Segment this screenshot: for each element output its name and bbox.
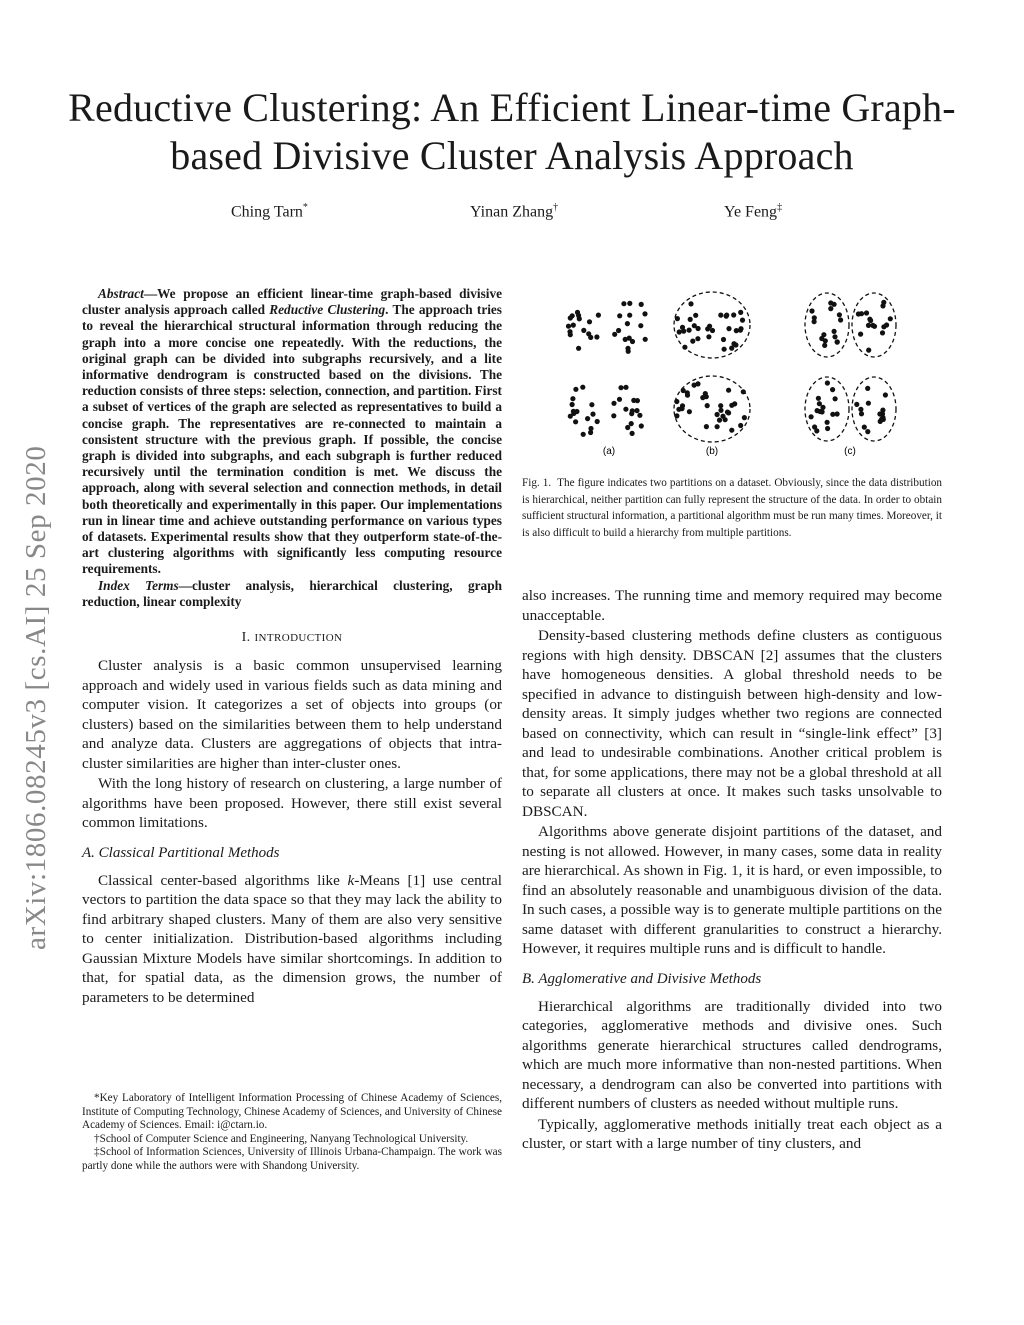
data-point: [631, 398, 636, 403]
data-point: [822, 343, 827, 348]
data-point: [722, 347, 727, 352]
data-point: [570, 396, 575, 401]
data-point: [630, 431, 635, 436]
body-paragraph: Algorithms above generate disjoint partitions of the dataset, and nesting is not allowed. However, in many cases, some data in reality are hierarchical. As shown in Fig. 1, it is hard, or even impossible, to find an absolutely reasonable and unambiguous division of the data. In such cases, a possible way is to generate multiple partitions on the same dataset with different granularities to construct a hierarchy. However, it requires multiple runs and is difficult to handle.: [522, 823, 942, 957]
data-point: [695, 336, 700, 341]
data-point: [623, 385, 628, 390]
data-point: [832, 334, 837, 339]
data-point: [742, 415, 747, 420]
data-point: [724, 313, 729, 318]
data-point: [679, 406, 684, 411]
data-point: [642, 311, 647, 316]
data-point: [718, 403, 723, 408]
data-point: [692, 383, 697, 388]
data-point: [693, 313, 698, 318]
data-point: [612, 332, 617, 337]
data-point: [573, 387, 578, 392]
cluster-outline-c-3: [805, 377, 849, 441]
data-point: [832, 302, 837, 307]
data-point: [723, 417, 728, 422]
author-mark: *: [302, 202, 308, 213]
footnote-affiliation-3: ‡School of Information Sciences, University of Illinois Urbana-Champaign. The work was partly done while the authors were with Shandong University.: [82, 1146, 502, 1172]
data-point: [859, 411, 864, 416]
intro-paragraph: With the long history of research on clustering, a large number of algorithms have been proposed. However, there still exist several common limitations.: [82, 775, 502, 832]
subsection-heading-a: A. Classical Partitional Methods: [82, 844, 280, 861]
data-point: [639, 423, 644, 428]
data-point: [837, 312, 842, 317]
intro-paragraph: Cluster analysis is a basic common unsupervised learning approach and widely used in various fields such as data mining and computer vision. It categorizes a set of objects into groups (or clusters) based on the similarities between them to help understand and analyze data. Clusters are aggregations of objects that intra-cluster similarities are higher than inter-cluster ones.: [82, 657, 502, 772]
data-point: [681, 329, 686, 334]
data-point: [587, 319, 592, 324]
data-point: [617, 313, 622, 318]
data-point: [588, 335, 593, 340]
data-point: [627, 301, 632, 306]
subsection-a-paragraph: [82, 871, 502, 1008]
panel-label-a: (a): [602, 446, 616, 457]
abstract-label: Abstract: [98, 286, 144, 301]
footnote-affiliation-2: †School of Computer Science and Engineering, Nanyang Technological University.: [94, 1132, 469, 1145]
author-name: Ching Tarn: [231, 203, 303, 221]
body-paragraph: Hierarchical algorithms are traditionally divided into two categories, agglomerative methods and divisive ones. Such algorithms generate hierarchical structures called dendrograms, which are much more informative than non-nested partitions. When necessary, a dendrogram can also be converted into partitions with different numbers of clusters as needed without multiple runs.: [522, 997, 942, 1112]
data-point: [825, 420, 830, 425]
data-point: [568, 315, 573, 320]
data-point: [623, 407, 628, 412]
data-point: [568, 414, 573, 419]
data-point: [618, 385, 623, 390]
data-point: [688, 301, 693, 306]
data-point: [576, 346, 581, 351]
data-point: [594, 334, 599, 339]
data-point: [888, 316, 893, 321]
data-point: [740, 318, 745, 323]
data-point: [872, 324, 877, 329]
data-point: [858, 407, 863, 412]
data-point: [814, 428, 819, 433]
data-point: [866, 401, 871, 406]
figure-caption: [522, 475, 942, 541]
cluster-outline-c-1: [805, 293, 849, 357]
para-text: -Means [1] use central vectors to partition the data space so that they may lack the ability to find arbitrary shaped clusters. Many of them are also very sensitive to center initialization. Distribution-based algorithms including Gaussian Mixture Models have similar shortcomings. In addition to that, for spatial data, as the dimension grows, the number of parameters to be determined: [82, 871, 502, 1006]
figure-caption-label: Fig. 1.: [522, 477, 552, 489]
data-point: [626, 349, 631, 354]
data-point: [715, 412, 720, 417]
data-point: [585, 416, 590, 421]
data-point: [858, 332, 863, 337]
author-2: [470, 202, 558, 221]
section-numeral: I.: [241, 630, 251, 646]
index-terms-label: Index Terms: [98, 577, 179, 593]
abstract-text-2: . The approach tries to reveal the hierarchical structural information through reducing the graph into a more concise one repeatedly. With the reductions, the original graph can be divided into subgraphs recursively, and a lite informative dendrogram is constructed based on the divisions. The reduction consists of three steps: selection, connection, and partition. First a subset of vertices of the graph are selected as representatives to build a concise graph. The representatives are re-connected to maintain a consistent structure with the previous graph. If possible, the concise graph is divided into subgraphs, and each subgraph is further reduced recursively until the termination condition is met. We discuss the approach, along with several selection and connection methods, in detail both theoretically and experimentally in this paper. Our implementations run in linear time and achieve outstanding performance on various types of datasets. Experimental results show that they outperform state-of-the-art clustering algorithms with significantly less computing resource requirements.: [82, 302, 502, 577]
data-point: [581, 432, 586, 437]
data-point: [703, 391, 708, 396]
data-point: [611, 413, 616, 418]
author-mark: ‡: [777, 202, 783, 213]
data-point: [819, 336, 824, 341]
author-name: Ye Feng: [724, 203, 778, 221]
data-point: [688, 317, 693, 322]
panel-label-b: (b): [705, 446, 719, 457]
index-terms: [82, 578, 502, 610]
data-points: [566, 300, 893, 437]
data-point: [687, 409, 692, 414]
data-point: [864, 310, 869, 315]
author-3: [724, 202, 782, 221]
data-point: [573, 419, 578, 424]
para-text: Classical center-based algorithms like: [98, 871, 348, 889]
data-point: [734, 328, 739, 333]
data-point: [809, 308, 814, 313]
data-point: [832, 329, 837, 334]
data-point: [588, 426, 593, 431]
data-point: [575, 310, 580, 315]
data-point: [623, 337, 628, 342]
cluster-outline-b-bottom: [674, 376, 750, 442]
data-point: [710, 328, 715, 333]
footnote-affiliation-1: *Key Laboratory of Intelligent Information Processing of Chinese Academy of Sciences, Institute of Computing Technology, Chinese Academy of Sciences, and University of Chinese Academy of Sciences. Email: i@ctarn.io.: [82, 1092, 502, 1132]
data-point: [729, 428, 734, 433]
data-point: [617, 397, 622, 402]
index-terms-text: cluster analysis, hierarchical clustering, graph reduction, linear complexity: [82, 577, 502, 609]
data-point: [625, 321, 630, 326]
data-point: [738, 423, 743, 428]
data-point: [877, 411, 882, 416]
math-k: k: [347, 871, 355, 889]
data-point: [721, 337, 726, 342]
data-point: [634, 408, 639, 413]
data-point: [835, 411, 840, 416]
data-point: [726, 388, 731, 393]
continued-paragraph: also increases. The running time and memory required may become unacceptable.: [522, 587, 942, 624]
data-point: [638, 323, 643, 328]
data-point: [717, 418, 722, 423]
data-point: [718, 313, 723, 318]
footnotes: [82, 1092, 502, 1174]
data-point: [833, 396, 838, 401]
left-column: [82, 286, 502, 1008]
data-point: [738, 310, 743, 315]
data-point: [731, 312, 736, 317]
right-column: [522, 586, 942, 1155]
section-heading-introduction: [82, 630, 502, 646]
data-point: [595, 419, 600, 424]
data-point: [733, 342, 738, 347]
data-point: [696, 326, 701, 331]
data-point: [726, 326, 731, 331]
data-point: [825, 380, 830, 385]
abstract-dash: —: [143, 286, 158, 301]
data-point: [880, 330, 885, 335]
index-terms-dash: —: [178, 577, 192, 593]
cluster-outline-b-top: [674, 292, 750, 358]
data-point: [687, 328, 692, 333]
data-point: [621, 301, 626, 306]
data-point: [868, 318, 873, 323]
data-point: [637, 413, 642, 418]
abstract-method-name: Reductive Clustering: [269, 302, 386, 318]
arxiv-side-stamp: arXiv:1806.08245v3 [cs.AI] 25 Sep 2020: [20, 445, 52, 950]
data-point: [883, 392, 888, 397]
data-point: [571, 323, 576, 328]
data-point: [639, 302, 644, 307]
data-point: [865, 429, 870, 434]
data-point: [706, 334, 711, 339]
data-point: [825, 426, 830, 431]
data-point: [566, 324, 571, 329]
data-point: [643, 337, 648, 342]
data-point: [866, 348, 871, 353]
figure-caption-text: The figure indicates two partitions on a dataset. Obviously, since the data distribution is hierarchical, neither partition can fully represent the structure of the data. In order to obtain sufficient structural information, a partitional algorithm must be run many times. Moreover, it is also difficult to build a hierarchy from multiple partitions.: [522, 477, 943, 539]
data-point: [830, 387, 835, 392]
section-title: INTRODUCTION: [254, 632, 343, 645]
body-paragraph: Typically, agglomerative methods initially treat each object as a cluster, or start with a large number of tiny clusters, and: [522, 1115, 942, 1152]
abstract: [82, 286, 502, 578]
data-point: [838, 317, 843, 322]
data-point: [729, 403, 734, 408]
data-point: [685, 393, 690, 398]
data-point: [865, 386, 870, 391]
author-mark: †: [553, 202, 559, 213]
data-point: [630, 408, 635, 413]
data-point: [718, 408, 723, 413]
data-point: [725, 410, 730, 415]
subsection-heading-b: B. Agglomerative and Divisive Methods: [522, 970, 762, 987]
data-point: [611, 401, 616, 406]
data-point: [856, 311, 861, 316]
author-1: [231, 202, 308, 221]
data-point: [630, 339, 635, 344]
data-point: [596, 313, 601, 318]
data-point: [627, 313, 632, 318]
data-point: [880, 303, 885, 308]
author-name: Yinan Zhang: [470, 203, 554, 221]
figure-1-graphic: [552, 284, 912, 464]
data-point: [589, 402, 594, 407]
body-paragraph: Density-based clustering methods define clusters as contiguous regions with high density. DBSCAN [2] assumes that the clusters have homogeneous densities. A global threshold needs to be specified in advance to distinguish between high-density and low-density areas. It simply judges whether two regions are connected based on connectivity, which can result in “single-link effect” [3] and lead to undesirable combinations. Another critical problem is that, for some applications, there may not be a global threshold at all to separate all clusters at once. It makes such tasks unsolvable to DBSCAN.: [522, 627, 942, 820]
data-point: [828, 306, 833, 311]
data-point: [809, 414, 814, 419]
data-point: [817, 401, 822, 406]
data-point: [616, 328, 621, 333]
data-point: [704, 424, 709, 429]
data-point: [568, 332, 573, 337]
data-point: [705, 326, 710, 331]
figure-1: [552, 284, 912, 464]
data-point: [854, 402, 859, 407]
data-point: [574, 409, 579, 414]
data-point: [816, 396, 821, 401]
data-point: [581, 328, 586, 333]
data-point: [812, 319, 817, 324]
panel-label-c: (c): [844, 446, 856, 457]
data-point: [862, 425, 867, 430]
abstract-text-1: We propose an efficient linear-time graph-based divisive cluster analysis approach called: [82, 286, 502, 318]
data-point: [738, 326, 743, 331]
data-point: [629, 421, 634, 426]
data-point: [815, 408, 820, 413]
data-point: [690, 339, 695, 344]
data-point: [677, 329, 682, 334]
data-point: [881, 417, 886, 422]
data-point: [570, 402, 575, 407]
data-point: [715, 424, 720, 429]
data-point: [705, 403, 710, 408]
page-title: Reductive Clustering: An Efficient Linear-time Graph-based Divisive Cluster Analysis Approach: [68, 85, 956, 178]
data-point: [835, 339, 840, 344]
data-point: [590, 412, 595, 417]
data-point: [881, 324, 886, 329]
data-point: [580, 385, 585, 390]
data-point: [625, 425, 630, 430]
data-point: [729, 346, 734, 351]
